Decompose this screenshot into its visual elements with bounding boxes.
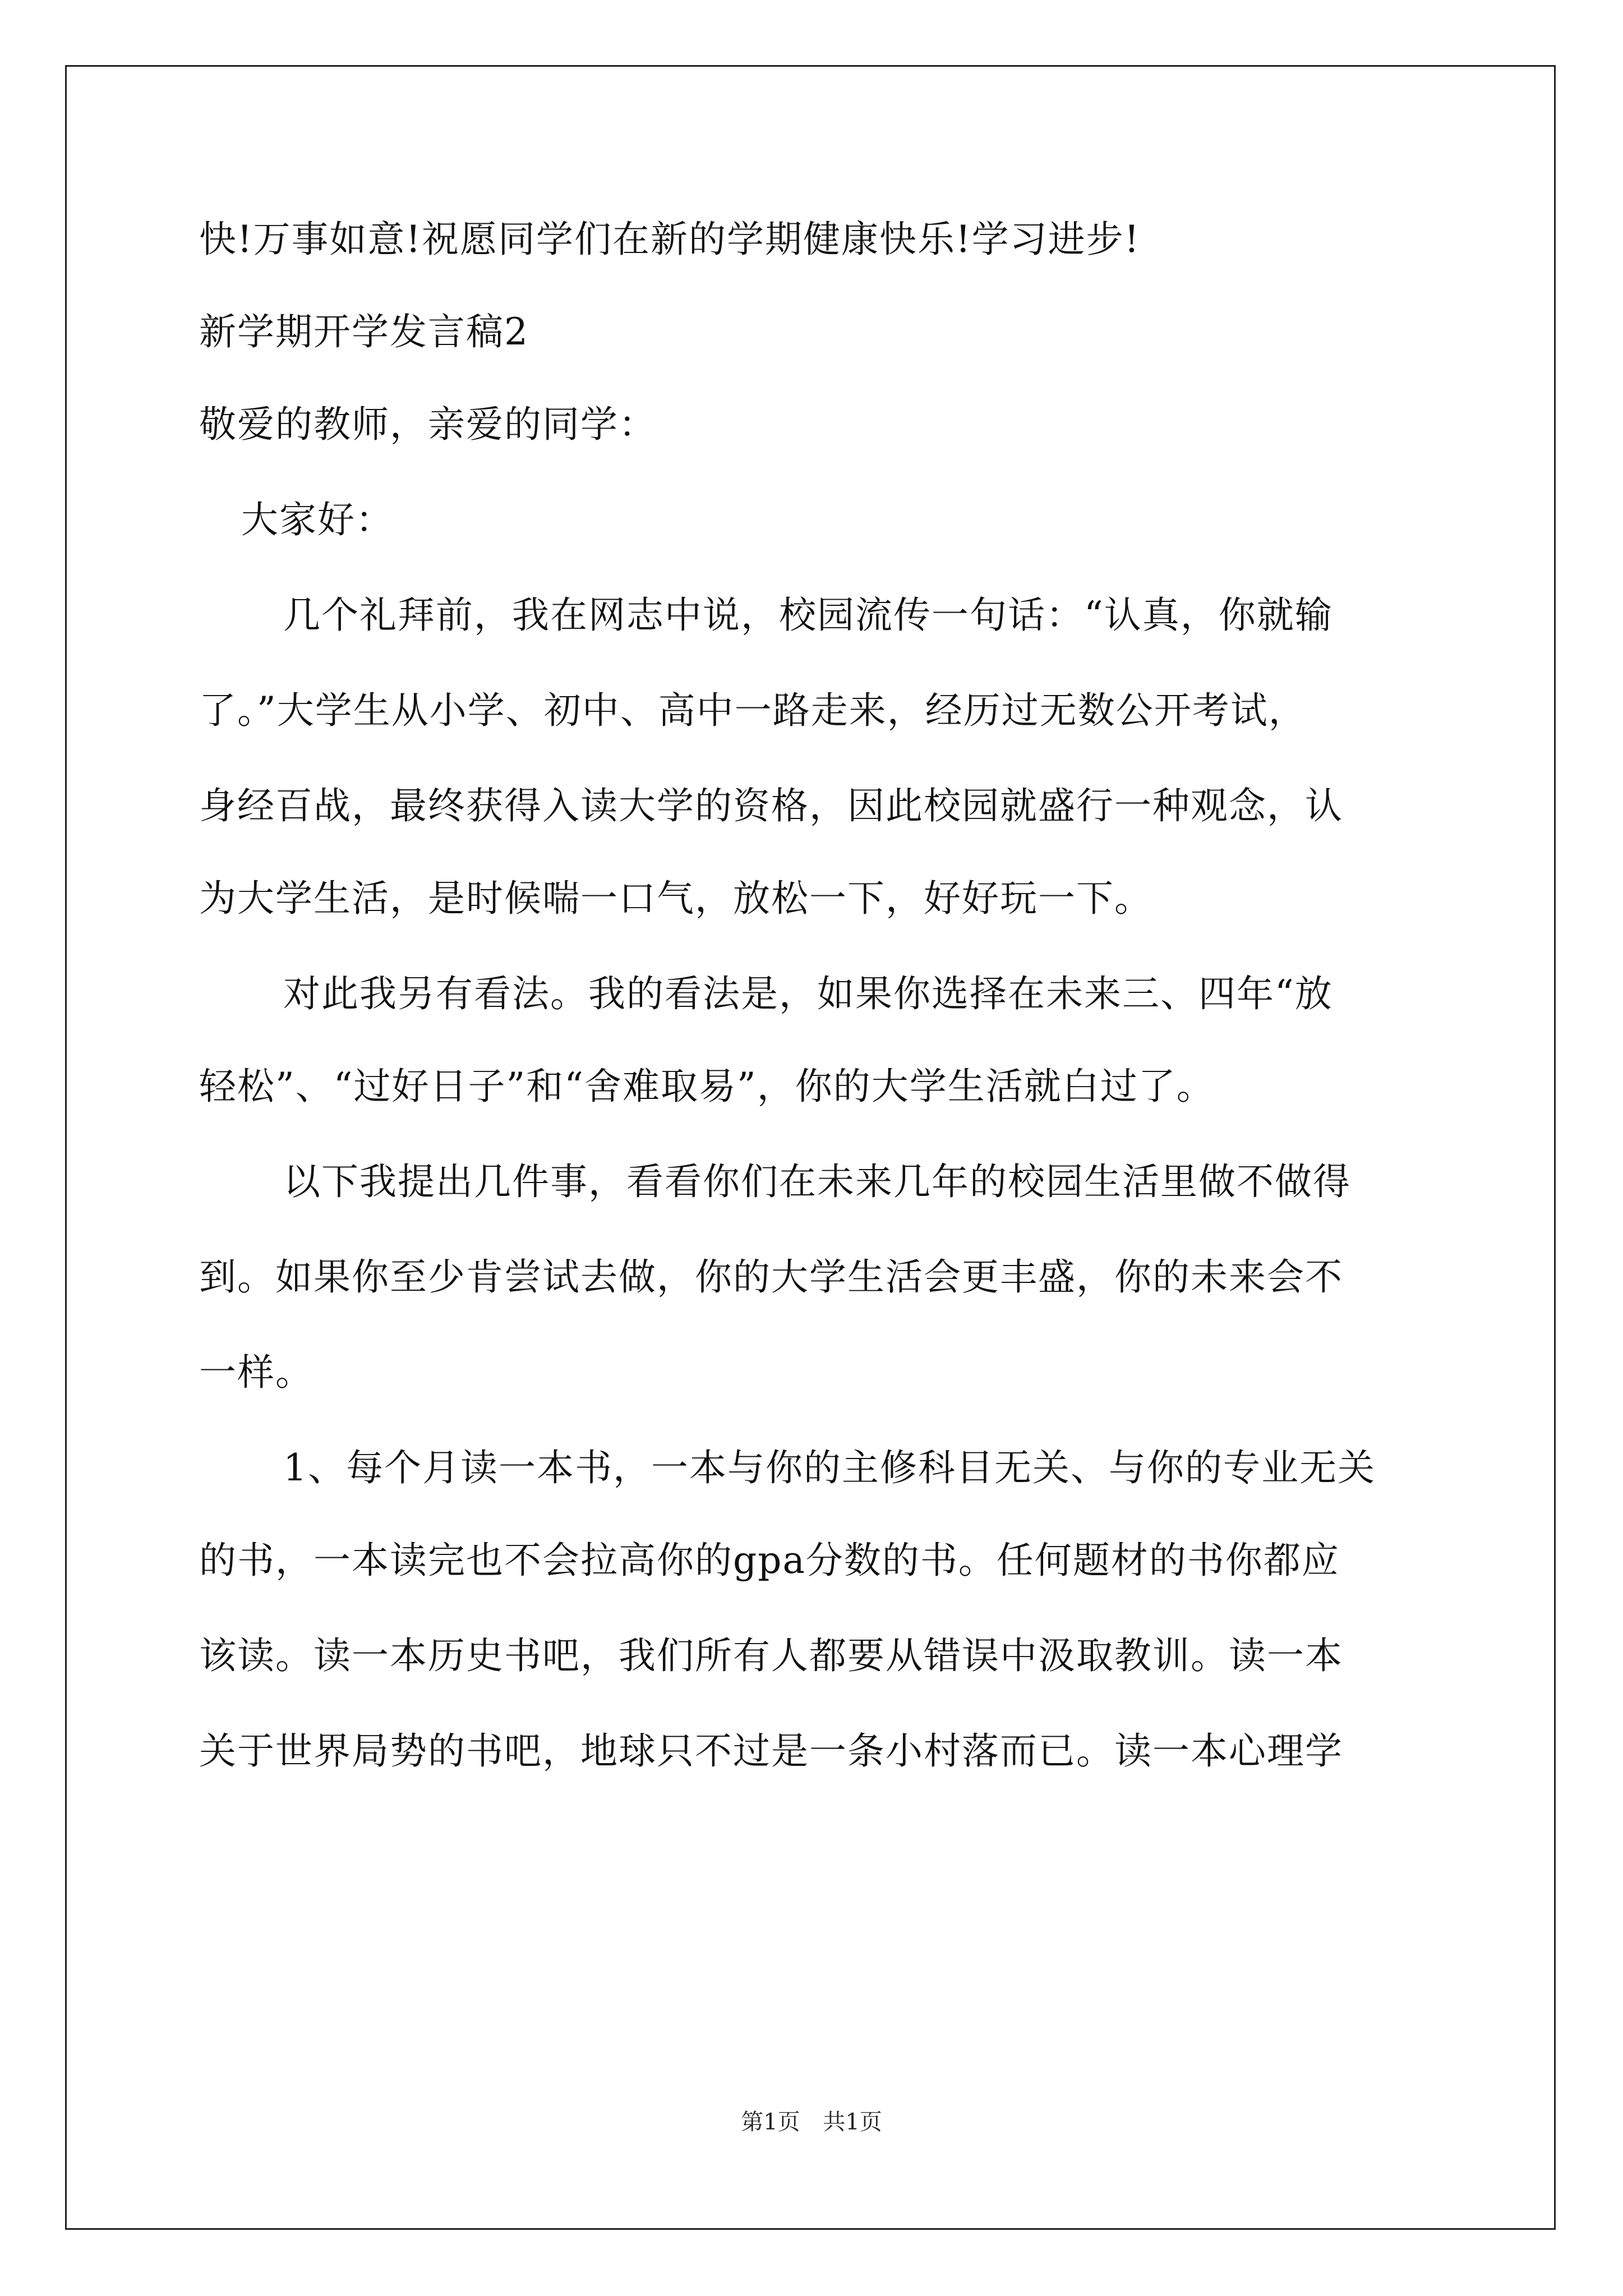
page-number: 第1页 xyxy=(741,2109,800,2135)
text-line: 关于世界局势的书吧，地球只不过是一条小村落而已。读一本心理学 xyxy=(199,1729,1343,1773)
section-title: 新学期开学发言稿2 xyxy=(199,310,529,353)
text-line: 了。”大学生从小学、初中、高中一路走来，经历过无数公开考试， xyxy=(199,689,1307,732)
text-line: 为大学生活，是时候喘一口气，放松一下，好好玩一下。 xyxy=(199,877,1152,920)
text-line: 该读。读一本历史书吧，我们所有人都要从错误中汲取教训。读一本 xyxy=(199,1634,1343,1677)
page-total: 共1页 xyxy=(823,2109,882,2135)
text-line: 几个礼拜前，我在网志中说，校园流传一句话：“认真，你就输 xyxy=(283,593,1333,637)
salutation: 敬爱的教师，亲爱的同学： xyxy=(199,403,657,446)
text-line: 对此我另有看法。我的看法是，如果你选择在未来三、四年“放 xyxy=(283,972,1333,1015)
greeting: 大家好： xyxy=(241,498,394,541)
text-line: 以下我提出几件事，看看你们在未来几年的校园生活里做不做得 xyxy=(283,1160,1351,1203)
text-line: 到。如果你至少肯尝试去做，你的大学生活会更丰盛，你的未来会不 xyxy=(199,1255,1343,1299)
text-line: 一样。 xyxy=(199,1351,313,1394)
page-footer xyxy=(0,2108,1623,2136)
text-line: 轻松”、“过好日子”和“舍难取易”，你的大学生活就白过了。 xyxy=(199,1065,1215,1108)
text-line: 1、每个月读一本书，一本与你的主修科目无关、与你的专业无关 xyxy=(283,1446,1376,1489)
text-line: 的书，一本读完也不会拉高你的gpa分数的书。任何题材的书你都应 xyxy=(199,1539,1340,1582)
page-border xyxy=(65,65,1556,2230)
text-line: 身经百战，最终获得入读大学的资格，因此校园就盛行一种观念，认 xyxy=(199,784,1343,827)
text-line: 快!万事如意!祝愿同学们在新的学期健康快乐!学习进步! xyxy=(199,218,1141,261)
